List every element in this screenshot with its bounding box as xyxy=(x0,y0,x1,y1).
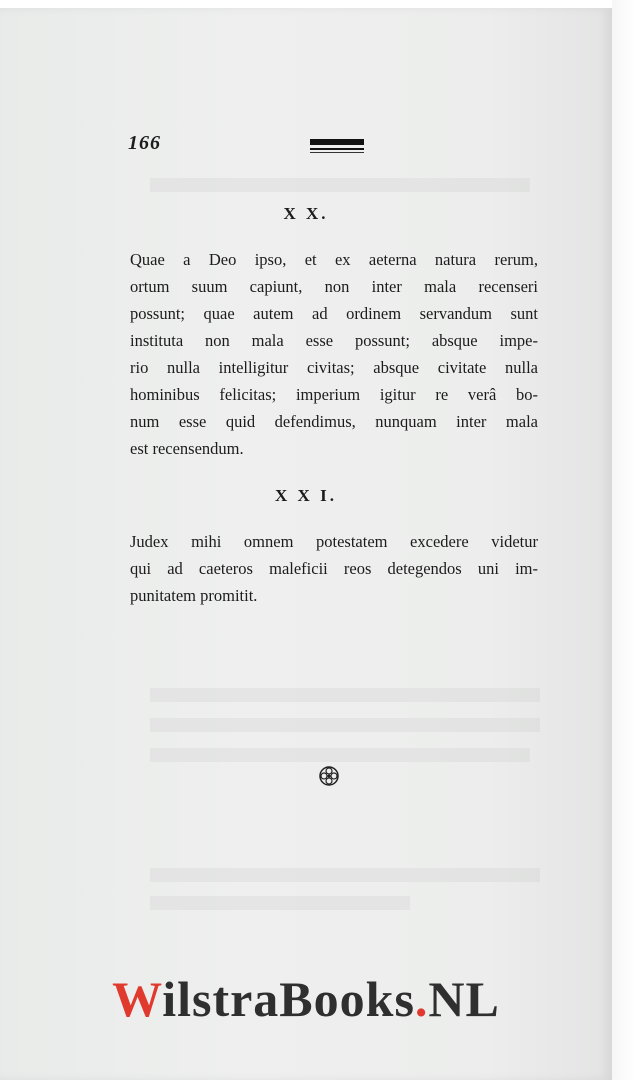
text-line: instituta non mala esse possunt; absque impe- xyxy=(130,331,538,350)
bleed-through-shadow xyxy=(150,868,540,882)
book-page xyxy=(0,8,612,1080)
watermark-logo xyxy=(0,970,612,1028)
text-line: hominibus felicitas; imperium igitur re verâ bo- xyxy=(130,385,538,404)
printers-ornament-icon xyxy=(318,765,340,787)
text-line: num esse quid defendimus, nunquam inter mala xyxy=(130,412,538,431)
text-line: possunt; quae autem ad ordinem servandum sunt xyxy=(130,304,538,323)
watermark-dot: . xyxy=(414,971,429,1027)
text-line: rio nulla intelligitur civitas; absque civitate nulla xyxy=(130,358,538,377)
section-xx-paragraph xyxy=(130,246,538,462)
watermark-suffix: NL xyxy=(428,971,500,1027)
page-edge-strip xyxy=(612,0,636,1080)
text-line: punitatem promitit. xyxy=(130,586,258,605)
header-rule-ornament xyxy=(310,139,364,155)
text-line: qui ad caeteros maleficii reos detegendos uni im- xyxy=(130,559,538,578)
text-line: Quae a Deo ipso, et ex aeterna natura rerum, xyxy=(130,250,538,269)
section-heading-xx: X X. xyxy=(283,204,329,223)
watermark-initial: W xyxy=(112,971,163,1027)
page-number: 166 xyxy=(128,132,161,154)
text-line: Judex mihi omnem potestatem excedere videtur xyxy=(130,532,538,551)
watermark-name: ilstraBooks xyxy=(162,971,415,1027)
bleed-through-shadow xyxy=(150,748,530,762)
bleed-through-shadow xyxy=(150,896,410,910)
section-heading-xxi: X X I. xyxy=(275,486,337,505)
section-xxi-paragraph xyxy=(130,528,538,609)
bleed-through-shadow xyxy=(150,718,540,732)
bleed-through-shadow xyxy=(150,688,540,702)
text-line: est recensendum. xyxy=(130,439,244,458)
bleed-through-shadow xyxy=(150,178,530,192)
text-line: ortum suum capiunt, non inter mala recenseri xyxy=(130,277,538,296)
